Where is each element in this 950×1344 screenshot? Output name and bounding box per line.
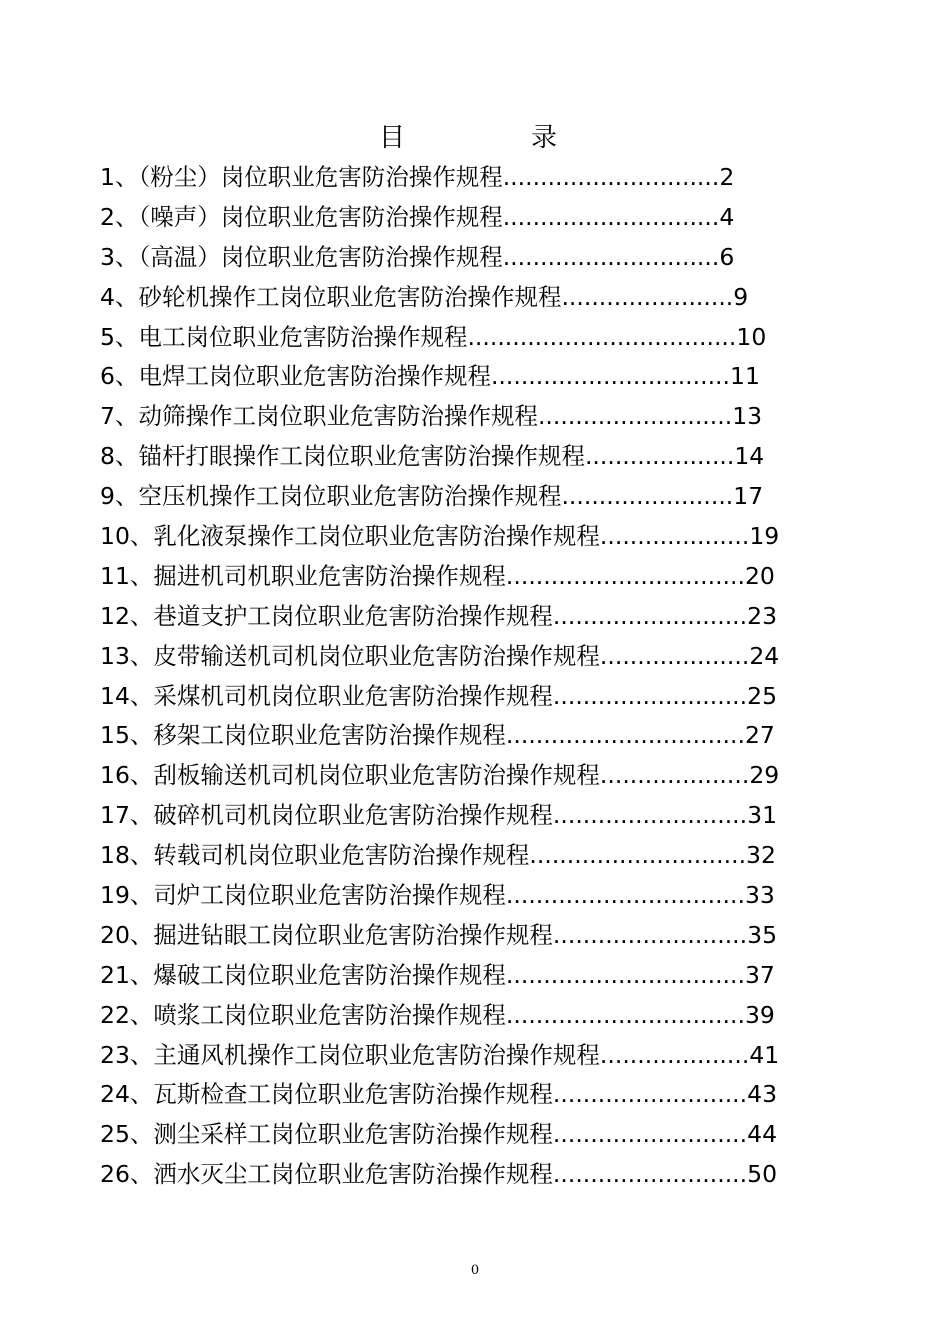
toc-entry-number: 18、 — [100, 841, 154, 870]
toc-entry-page: 27 — [744, 721, 775, 750]
toc-entry-leader: ................................ — [490, 362, 730, 391]
toc-entry-leader: .......................... — [552, 801, 748, 830]
toc-entry-number: 23、 — [100, 1040, 154, 1069]
toc-entry-leader: .................... — [599, 1040, 750, 1069]
toc-entry-leader: .................... — [599, 522, 750, 551]
toc-entry-page: 44 — [747, 1120, 778, 1149]
toc-entry-title: 主通风机操作工岗位职业危害防治操作规程 — [153, 1040, 600, 1069]
toc-entry-page: 31 — [747, 801, 778, 830]
toc-entry-leader: ................................ — [505, 561, 745, 590]
toc-entry-page: 39 — [744, 1000, 775, 1029]
toc-entry[interactable] — [100, 158, 779, 198]
toc-entry-number: 4、 — [100, 282, 139, 311]
toc-entry[interactable] — [100, 597, 779, 637]
toc-entry-number: 9、 — [100, 482, 139, 511]
toc-entry-number: 5、 — [100, 322, 139, 351]
toc-entry-title: 电焊工岗位职业危害防治操作规程 — [138, 362, 491, 391]
toc-entry-number: 1、 — [100, 163, 139, 191]
toc-entry-leader: ............................. — [502, 242, 720, 271]
toc-entry-leader: ....................... — [561, 482, 734, 511]
toc-entry-title: 锚杆打眼操作工岗位职业危害防治操作规程 — [138, 442, 585, 471]
toc-entry-leader: .................... — [599, 641, 750, 670]
toc-entry-leader: ................................ — [505, 721, 745, 750]
toc-entry[interactable] — [100, 956, 779, 996]
toc-entry-number: 7、 — [100, 402, 139, 431]
toc-entry-page: 23 — [747, 601, 778, 630]
toc-entry-title: （粉尘）岗位职业危害防治操作规程 — [138, 163, 503, 191]
toc-entry[interactable] — [100, 238, 779, 278]
toc-entry-leader: ............................. — [502, 202, 720, 231]
toc-entry[interactable] — [100, 637, 779, 677]
toc-entry[interactable] — [100, 1155, 779, 1195]
toc-entry-page: 4 — [719, 202, 735, 231]
toc-entry-number: 12、 — [100, 601, 154, 630]
toc-entry-page: 11 — [730, 362, 760, 391]
toc-entry[interactable] — [100, 517, 779, 557]
toc-entry-page: 32 — [746, 841, 776, 870]
toc-entry-title: （高温）岗位职业危害防治操作规程 — [138, 242, 503, 271]
toc-entry-title: 砂轮机操作工岗位职业危害防治操作规程 — [138, 282, 562, 311]
toc-entry[interactable] — [100, 796, 779, 836]
toc-entry-title: 掘进机司机职业危害防治操作规程 — [153, 561, 506, 590]
toc-entry-leader: .......................... — [552, 1120, 748, 1149]
toc-entry-page: 13 — [732, 402, 763, 431]
toc-entry[interactable] — [100, 677, 779, 717]
toc-entry-title: （噪声）岗位职业危害防治操作规程 — [138, 202, 503, 231]
toc-entry-page: 10 — [736, 322, 767, 351]
toc-entry-page: 25 — [747, 681, 778, 710]
toc-entry-title: 巷道支护工岗位职业危害防治操作规程 — [153, 601, 553, 630]
toc-entry-title: 测尘采样工岗位职业危害防治操作规程 — [153, 1120, 553, 1149]
toc-entry[interactable] — [100, 1075, 779, 1115]
toc-entry-leader: ................................ — [505, 1000, 745, 1029]
toc-entry-page: 2 — [719, 163, 735, 191]
toc-entry[interactable] — [100, 278, 779, 318]
toc-entry[interactable] — [100, 876, 779, 916]
toc-entry-title: 瓦斯检查工岗位职业危害防治操作规程 — [153, 1080, 553, 1109]
toc-entry-number: 21、 — [100, 960, 154, 989]
toc-entry-number: 8、 — [100, 442, 139, 471]
toc-entry[interactable] — [100, 836, 779, 876]
toc-entry-number: 15、 — [100, 721, 154, 750]
toc-entry-title: 移架工岗位职业危害防治操作规程 — [153, 721, 506, 750]
toc-entry-number: 25、 — [100, 1120, 154, 1149]
toc-entry-page: 19 — [749, 522, 780, 551]
toc-entry[interactable] — [100, 716, 779, 756]
toc-entry-title: 刮板输送机司机岗位职业危害防治操作规程 — [153, 761, 600, 790]
toc-entry-number: 26、 — [100, 1160, 154, 1189]
toc-entry-page: 35 — [747, 920, 778, 949]
toc-entry[interactable] — [100, 318, 779, 358]
toc-entry-page: 37 — [744, 960, 775, 989]
toc-entry-title: 掘进钻眼工岗位职业危害防治操作规程 — [153, 920, 553, 949]
toc-entry-number: 6、 — [100, 362, 139, 391]
toc-entry-leader: ................................ — [505, 960, 745, 989]
toc-entry[interactable] — [100, 477, 779, 517]
toc-entry-title: 动筛操作工岗位职业危害防治操作规程 — [138, 402, 538, 431]
toc-entry-page: 50 — [747, 1160, 778, 1189]
toc-entry-leader: .......................... — [552, 601, 748, 630]
toc-entry-page: 24 — [749, 641, 780, 670]
toc-entry-number: 22、 — [100, 1000, 154, 1029]
toc-entry-leader: .................................... — [467, 322, 737, 351]
toc-entry-page: 9 — [733, 282, 749, 311]
toc-entry-leader: .......................... — [537, 402, 733, 431]
page-number-footer: 0 — [470, 1263, 480, 1278]
toc-entry-number: 11、 — [100, 561, 154, 590]
toc-entry-page: 41 — [749, 1040, 780, 1069]
toc-entry-number: 2、 — [100, 202, 139, 231]
toc-entry[interactable] — [100, 1115, 779, 1155]
toc-entry-page: 29 — [749, 761, 780, 790]
toc-entry-leader: .......................... — [552, 1080, 748, 1109]
toc-entry-title: 喷浆工岗位职业危害防治操作规程 — [153, 1000, 506, 1029]
toc-entry-title: 空压机操作工岗位职业危害防治操作规程 — [138, 482, 562, 511]
toc-entry-title: 爆破工岗位职业危害防治操作规程 — [153, 960, 506, 989]
toc-entry[interactable] — [100, 198, 779, 238]
toc-entry-title: 乳化液泵操作工岗位职业危害防治操作规程 — [153, 522, 600, 551]
toc-entry-leader: ............................. — [502, 163, 720, 191]
toc-entry[interactable] — [100, 357, 779, 397]
toc-entry-title: 皮带输送机司机岗位职业危害防治操作规程 — [153, 641, 600, 670]
toc-entry-number: 14、 — [100, 681, 154, 710]
toc-entry[interactable] — [100, 756, 779, 796]
toc-entry-page: 6 — [719, 242, 735, 271]
toc-entry-number: 24、 — [100, 1080, 154, 1109]
toc-entry-title: 转载司机岗位职业危害防治操作规程 — [153, 841, 530, 870]
toc-entry-number: 20、 — [100, 920, 154, 949]
toc-entry-page: 17 — [733, 482, 764, 511]
toc-entry[interactable] — [100, 397, 779, 437]
toc-entry-title: 采煤机司机岗位职业危害防治操作规程 — [153, 681, 553, 710]
toc-entry-number: 13、 — [100, 641, 154, 670]
toc-entry-page: 43 — [747, 1080, 778, 1109]
toc-entry[interactable] — [100, 996, 779, 1036]
toc-entry-title: 洒水灭尘工岗位职业危害防治操作规程 — [153, 1160, 553, 1189]
toc-entry-title: 破碎机司机岗位职业危害防治操作规程 — [153, 801, 553, 830]
toc-entry-leader: ............................. — [529, 841, 747, 870]
toc-entry-title: 电工岗位职业危害防治操作规程 — [138, 322, 468, 351]
toc-entry-number: 19、 — [100, 881, 154, 910]
toc-entry[interactable] — [100, 437, 779, 477]
toc-entry-leader: .......................... — [552, 681, 748, 710]
toc-entry-number: 3、 — [100, 242, 139, 271]
toc-list — [100, 158, 779, 1195]
toc-entry-leader: ................................ — [505, 881, 745, 910]
toc-entry-number: 17、 — [100, 801, 154, 830]
toc-title: 目 录 — [378, 123, 607, 153]
toc-entry-leader: .......................... — [552, 920, 748, 949]
toc-entry-leader: .......................... — [552, 1160, 748, 1189]
toc-entry-page: 14 — [734, 442, 765, 471]
toc-entry-page: 20 — [744, 561, 775, 590]
toc-entry-leader: .................... — [584, 442, 735, 471]
toc-entry-leader: .................... — [599, 761, 750, 790]
toc-entry-leader: ....................... — [561, 282, 734, 311]
toc-entry[interactable] — [100, 1036, 779, 1076]
toc-entry[interactable] — [100, 916, 779, 956]
toc-entry-number: 16、 — [100, 761, 154, 790]
toc-entry-page: 33 — [744, 881, 775, 910]
toc-entry[interactable] — [100, 557, 779, 597]
toc-entry-title: 司炉工岗位职业危害防治操作规程 — [153, 881, 506, 910]
toc-entry-number: 10、 — [100, 522, 154, 551]
